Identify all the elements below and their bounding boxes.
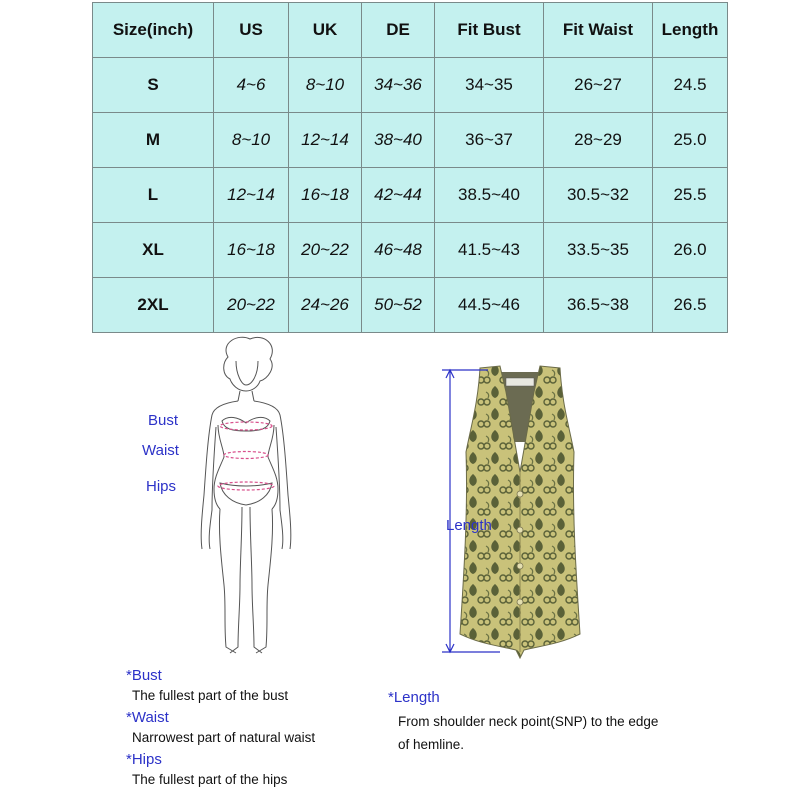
length-cell: 26.5 <box>653 278 728 333</box>
table-row <box>93 168 728 223</box>
vest-product-image <box>440 362 600 662</box>
table-row <box>93 58 728 113</box>
uk-cell: 12~14 <box>289 113 362 168</box>
de-cell: 34~36 <box>362 58 435 113</box>
bust-label: Bust <box>148 412 179 429</box>
de-cell: 50~52 <box>362 278 435 333</box>
size-cell: S <box>93 58 214 113</box>
header-size: Size(inch) <box>93 3 214 58</box>
note-bust-title: *Bust <box>126 667 162 684</box>
note-length-title: *Length <box>388 689 440 706</box>
notes-right <box>388 689 658 752</box>
header-us: US <box>214 3 289 58</box>
uk-cell: 24~26 <box>289 278 362 333</box>
uk-cell: 8~10 <box>289 58 362 113</box>
header-fit-waist: Fit Waist <box>544 3 653 58</box>
fit-bust-cell: 44.5~46 <box>435 278 544 333</box>
length-cell: 25.5 <box>653 168 728 223</box>
note-hips-desc: The fullest part of the hips <box>132 772 288 787</box>
header-de: DE <box>362 3 435 58</box>
uk-cell: 16~18 <box>289 168 362 223</box>
table-row <box>93 223 728 278</box>
fit-waist-cell: 36.5~38 <box>544 278 653 333</box>
size-cell: L <box>93 168 214 223</box>
fit-waist-cell: 33.5~35 <box>544 223 653 278</box>
hips-label: Hips <box>146 478 177 495</box>
header-length: Length <box>653 3 728 58</box>
size-cell: 2XL <box>93 278 214 333</box>
note-waist-title: *Waist <box>126 709 169 726</box>
size-chart-table <box>92 2 728 333</box>
us-cell: 16~18 <box>214 223 289 278</box>
de-cell: 46~48 <box>362 223 435 278</box>
header-uk: UK <box>289 3 362 58</box>
note-waist-desc: Narrowest part of natural waist <box>132 730 316 745</box>
fit-bust-cell: 34~35 <box>435 58 544 113</box>
length-cell: 26.0 <box>653 223 728 278</box>
us-cell: 20~22 <box>214 278 289 333</box>
us-cell: 12~14 <box>214 168 289 223</box>
length-cell: 24.5 <box>653 58 728 113</box>
length-cell: 25.0 <box>653 113 728 168</box>
fit-waist-cell: 26~27 <box>544 58 653 113</box>
waist-label: Waist <box>142 442 179 459</box>
de-cell: 38~40 <box>362 113 435 168</box>
notes-left <box>126 667 315 787</box>
note-length-desc-line1: From shoulder neck point(SNP) to the edge <box>398 714 659 729</box>
size-cell: XL <box>93 223 214 278</box>
fit-bust-cell: 38.5~40 <box>435 168 544 223</box>
fit-bust-cell: 41.5~43 <box>435 223 544 278</box>
table-header-row <box>93 3 728 58</box>
uk-cell: 20~22 <box>289 223 362 278</box>
us-cell: 8~10 <box>214 113 289 168</box>
fit-waist-cell: 30.5~32 <box>544 168 653 223</box>
length-label: Length <box>446 517 492 534</box>
note-bust-desc: The fullest part of the bust <box>132 688 289 703</box>
body-outline-figure <box>180 335 310 665</box>
note-length-desc-line2: of hemline. <box>398 737 465 752</box>
table-row <box>93 113 728 168</box>
header-fit-bust: Fit Bust <box>435 3 544 58</box>
de-cell: 42~44 <box>362 168 435 223</box>
table-row <box>93 278 728 333</box>
size-cell: M <box>93 113 214 168</box>
us-cell: 4~6 <box>214 58 289 113</box>
fit-bust-cell: 36~37 <box>435 113 544 168</box>
fit-waist-cell: 28~29 <box>544 113 653 168</box>
note-hips-title: *Hips <box>126 751 162 768</box>
